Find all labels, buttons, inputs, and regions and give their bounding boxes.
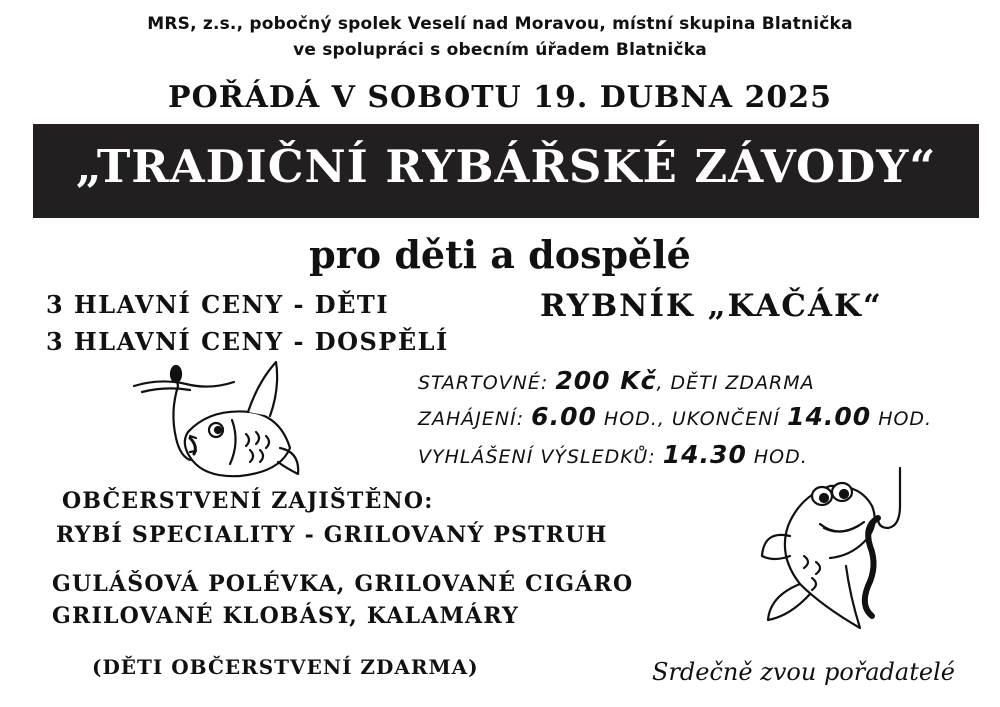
entry-fee <box>418 366 815 395</box>
organizer-line: MRS, z.s., pobočný spolek Veselí nad Moravou, místní skupina Blatnička <box>147 14 853 34</box>
refreshments-line: RYBÍ SPECIALITY - GRILOVANÝ PSTRUH <box>56 522 608 548</box>
start-end-time <box>418 402 932 431</box>
start-value: 6.00 <box>531 402 597 431</box>
kids-refreshments-note: (DĚTI OBČERSTVENÍ ZDARMA) <box>92 655 479 679</box>
results-label: VYHLÁŠENÍ VÝSLEDKŮ: <box>418 446 656 468</box>
refreshments-line: GRILOVANÉ KLOBÁSY, KALAMÁRY <box>52 603 520 629</box>
refreshments-title: OBČERSTVENÍ ZAJIŠTĚNO: <box>62 488 434 514</box>
location-pond: RYBNÍK „KAČÁK“ <box>540 288 883 324</box>
end-value: 14.00 <box>787 402 872 431</box>
prize-adults: 3 HLAVNÍ CENY - DOSPĚLÍ <box>46 327 449 356</box>
fee-label: STARTOVNÉ: <box>418 372 549 394</box>
prize-children: 3 HLAVNÍ CENY - DĚTI <box>46 290 389 319</box>
refreshments-line: GULÁŠOVÁ POLÉVKA, GRILOVANÉ CIGÁRO <box>52 571 634 597</box>
fish-on-hook-icon <box>130 352 300 482</box>
start-label: ZAHÁJENÍ: <box>418 408 525 430</box>
event-date: POŘÁDÁ V SOBOTU 19. DUBNA 2025 <box>168 80 832 115</box>
cooperation-line: ve spolupráci s obecním úřadem Blatnička <box>293 40 707 60</box>
fee-value: 200 Kč <box>555 366 657 395</box>
event-title: „TRADIČNÍ RYBÁŘSKÉ ZÁVODY“ <box>75 140 937 193</box>
results-unit: HOD. <box>753 446 808 468</box>
start-unit: HOD., UKONČENÍ <box>603 408 781 430</box>
cartoon-fish-with-worm-icon <box>760 466 910 636</box>
audience-subtitle: pro děti a dospělé <box>309 232 691 277</box>
fee-note: , DĚTI ZDARMA <box>656 372 815 394</box>
results-time <box>418 440 808 469</box>
organizers-signature: Srdečně zvou pořadatelé <box>652 658 955 686</box>
results-value: 14.30 <box>662 440 747 469</box>
end-unit: HOD. <box>878 408 933 430</box>
